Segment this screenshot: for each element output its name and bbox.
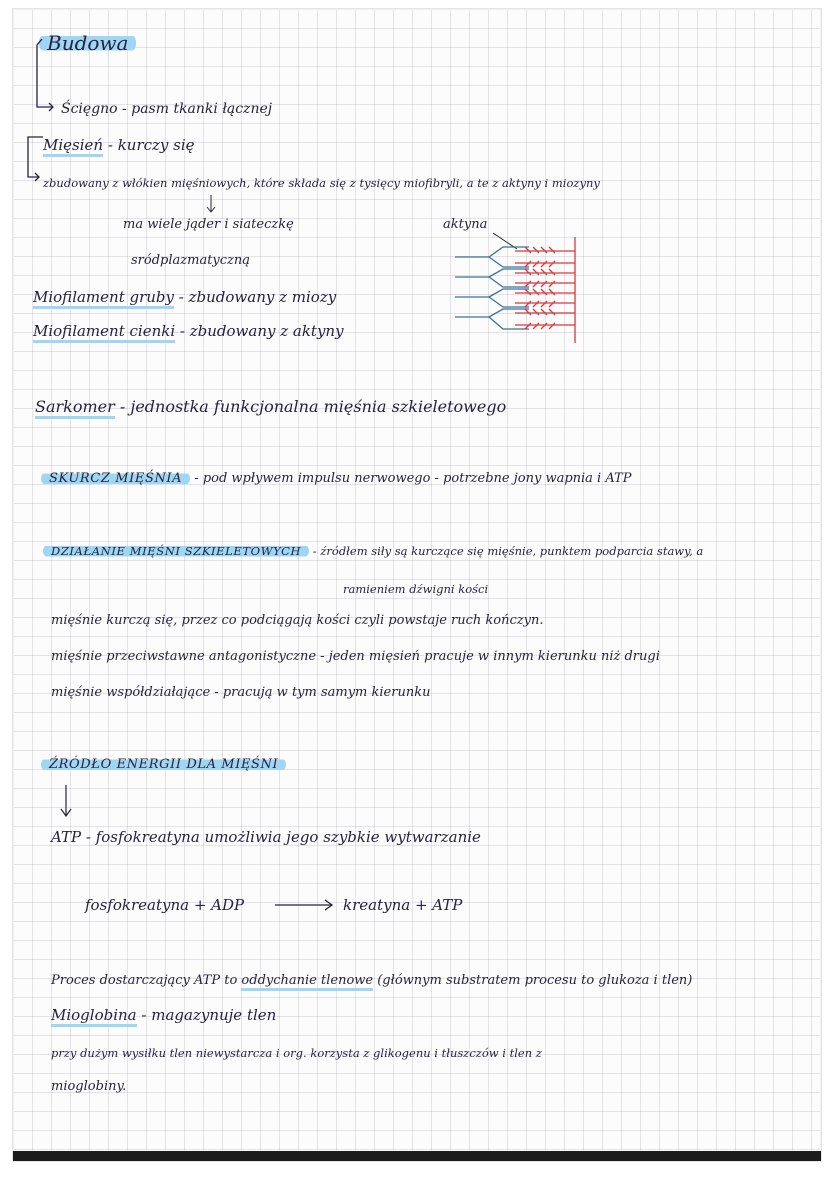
dzialanie-label: DZIAŁANIE MIĘŚNI SZKIELETOWYCH	[43, 544, 309, 558]
proces-rest: (głównym substratem procesu to glukoza i tlen)	[377, 973, 693, 988]
antagonistyczne-line: mięśnie przeciwstawne antagonistyczne - jeden mięsień pracuje w innym kierunku niż drugi	[51, 649, 660, 664]
ma-wiele-line: ma wiele jąder i siateczkę	[123, 217, 294, 232]
notebook-page	[12, 8, 822, 1162]
mioglobina-rest: - magazynuje tlen	[141, 1006, 277, 1024]
skurcz-label: SKURCZ MIĘŚNIA	[41, 471, 190, 486]
ramieniem-line: ramieniem dźwigni kości	[343, 582, 489, 596]
sarkomer-label: Sarkomer	[35, 397, 115, 419]
miesien-rest: - kurczy się	[107, 136, 195, 154]
reaction-left: fosfokreatyna + ADP	[85, 896, 245, 914]
miesien-label: Mięsień	[43, 136, 103, 157]
mioglobina-label: Mioglobina	[51, 1006, 137, 1027]
proces-highlight: oddychanie tlenowe	[241, 973, 373, 991]
wspoldzialajace-line: mięśnie współdziałające - pracują w tym samym kierunku	[51, 685, 431, 700]
aktyna-label: aktyna	[443, 217, 488, 232]
page-bottom-edge	[13, 1151, 821, 1161]
wysilek-line: przy dużym wysiłku tlen niewystarcza i org. korzysta z glikogenu i tłuszczów i tlen z	[51, 1046, 542, 1060]
zbudowany-line: zbudowany z włókien mięśniowych, które składa się z tysięcy miofibryli, a te z aktyny i miozyny	[43, 176, 600, 190]
miofilament-gruby-rest: - zbudowany z miozy	[178, 288, 337, 306]
sciegno-line: Ścięgno - pasm tkanki łącznej	[61, 101, 273, 117]
proces-line	[51, 971, 692, 991]
page-title: Budowa	[39, 33, 136, 53]
proces-prefix: Proces dostarczający ATP to	[51, 973, 238, 988]
miofilament-cienki-rest: - zbudowany z aktyny	[179, 322, 344, 340]
dzialanie-rest: - źródłem siły są kurczące się mięśnie, punktem podparcia stawy, a	[312, 544, 704, 558]
skurcz-rest: - pod wpływem impulsu nerwowego - potrzebne jony wapnia i ATP	[194, 471, 632, 486]
sarkoplazmatyczna-line: sródplazmatyczną	[131, 253, 251, 268]
miesnie-kurcza-line: mięśnie kurczą się, przez co podciągają kości czyli powstaje ruch kończyn.	[51, 613, 544, 628]
mioglobina-line	[51, 1005, 276, 1025]
mioglobiny-line: mioglobiny.	[51, 1079, 127, 1094]
zrodlo-label: ŹRÓDŁO ENERGII DLA MIĘŚNI	[41, 757, 286, 772]
reaction-arrow	[13, 9, 821, 929]
miofilament-gruby-label: Miofilament gruby	[33, 288, 174, 309]
atp-line: ATP - fosfokreatyna umożliwia jego szybkie wytwarzanie	[51, 828, 481, 846]
miofilament-cienki-label: Miofilament cienki	[33, 322, 175, 343]
reaction-right: kreatyna + ATP	[343, 896, 463, 914]
sarkomer-rest: - jednostka funkcjonalna mięśnia szkieletowego	[119, 397, 507, 416]
